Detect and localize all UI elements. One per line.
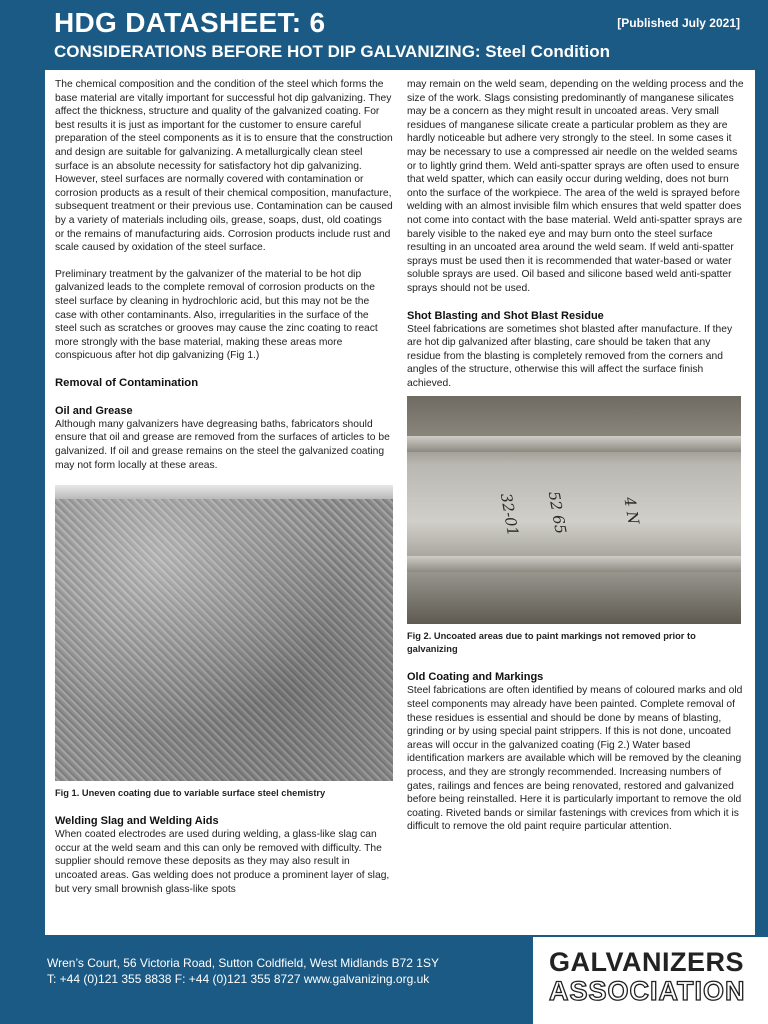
galvanizers-association-logo (533, 937, 768, 1024)
datasheet-title: HDG DATASHEET: 6 (54, 7, 326, 38)
footer-address: Wren’s Court, 56 Victoria Road, Sutton Coldfield, West Midlands B72 1SY (47, 956, 439, 970)
logo-line-2: ASSOCIATION (549, 976, 746, 1006)
old-coating-heading: Old Coating and Markings (407, 671, 544, 684)
welding-text: When coated electrodes are used during welding, a glass-like slag can occur at the weld seam and this can only be removed with difficulty. The supplier should remove these deposits as they may also result in uncoated areas. Gas welding does not produce a prominent layer of slag, but very small brownish glass-like spots (55, 829, 390, 895)
old-coating-text: Steel fabrications are often identified by means of coloured marks and old steel components may already have been painted. Complete removal of these residues is essential and should be done by means of blasting, grinding or by using special paint strippers. If this is not done, uncoated areas will occur in the galvanized coating (Fig 2.) Water based identification markers are available which will be removed by the cleaning process, and they are strongly recommended. Increasing numbers of gates, railings and fences are being renovated, restored and galvanized before being reinstalled. Here it is particularly important to remove the old coating. Riveted bands or similar fastenings with crevices from which it is difficult to remove the old paint require particular attention. (407, 685, 743, 833)
datasheet-subtitle: CONSIDERATIONS BEFORE HOT DIP GALVANIZING: Steel Condition (54, 42, 610, 61)
fig1-photo (55, 485, 393, 781)
welding-text-continued: may remain on the weld seam, depending on the welding process and the size of the work. Slags consisting predominantly of manganese silicates may be a concern as they might result in uncoated areas. Very small residues of manganese silicate create a particular problem as they are hardly noticeable but adhere very strongly to the steel. In some cases it may be necessary to use a compressed air needle on the welded seams or to lightly grind them. Weld anti-spatter sprays are often used to ensure that weld spatter, which can easily occur during welding, does not burn onto the surface of the workpiece. The area of the weld is sprayed before welding with an almost invisible film which ensures that weld spatter does not come into contact with the base material. Weld anti-spatter sprays are barely visible to the naked eye and may burn onto the steel surface resulting in an uncoated area around the weld seam. If weld anti-spatter sprays must be used then it is recommended that water-based or water soluble sprays are used. Oil based and silicone based weld anti-spatter sprays should not be used. (407, 79, 744, 294)
intro-paragraph-2: Preliminary treatment by the galvanizer of the material to be hot dip galvanized leads to the complete removal of corrosion products on the steel surface by cleaning in hydrochloric acid, but this may not be the case with other contaminants. Also, irregularities in the surface of the steel such as scratches or grooves may cause the zinc coating to react more strongly with the base material, making these areas more conspicuous after hot dip galvanizing (Fig 1.) (55, 268, 378, 362)
shot-blasting-text: Steel fabrications are sometimes shot blasted after manufacture. If they are hot dip galvanized after blasting, care should be taken that any residue from the blasting is completely removed from the corners and angles of the structure, otherwise this will affect the surface finish achieved. (407, 323, 733, 389)
oil-grease-text: Although many galvanizers have degreasing baths, fabricators should ensure that oil and grease are removed from the surfaces of articles to be galvanized. If oil and grease remains on the steel the galvanized coating may not form locally at these areas. (55, 418, 390, 471)
published-date: [Published July 2021] (617, 16, 740, 30)
paint-mark-3: 4 N (620, 496, 643, 527)
right-column (407, 78, 747, 847)
footer-phone-web: T: +44 (0)121 355 8838 F: +44 (0)121 355 8727 www.galvanizing.org.uk (47, 972, 430, 986)
shot-blasting-heading: Shot Blasting and Shot Blast Residue (407, 309, 604, 322)
fig1-caption: Fig 1. Uneven coating due to variable surface steel chemistry (55, 788, 326, 799)
removal-heading: Removal of Contamination (55, 376, 199, 389)
paint-mark-2: 52 65 (544, 490, 570, 536)
fig2-caption: Fig 2. Uncoated areas due to paint markings not removed prior to galvanizing (407, 631, 696, 655)
datasheet-header (0, 0, 768, 70)
intro-paragraph-1: The chemical composition and the condition of the steel which forms the base material are vitally important for successful hot dip galvanizing. They affect the thickness, structure and quality of the galvanized coating. For best results it is just as important for the customer to ensure careful preparation of the steel components as it is to ensure that the construction and design are suitable for galvanizing. A metallurgically clean steel surface is an absolute necessity for satisfactory hot dip galvanizing. However, steel surfaces are normally covered with contamination or corrosion products as a result of their chemical composition, manufacture, subsequent treatment or their previous use. Contamination can be caused by a variety of materials including oils, grease, soaps, dust, old coatings or the remains of manufacturing aids. Corrosion products include rust and scale caused by oxidation of the steel surface. (55, 79, 393, 254)
oil-grease-heading: Oil and Grease (55, 404, 133, 417)
welding-heading: Welding Slag and Welding Aids (55, 815, 219, 828)
logo-line-1: GALVANIZERS (549, 947, 745, 977)
footer-contact (47, 955, 439, 987)
content-page (45, 70, 755, 935)
paint-mark-1: 32-01 (496, 492, 523, 538)
fig2-photo (407, 396, 741, 624)
left-column (55, 78, 393, 909)
